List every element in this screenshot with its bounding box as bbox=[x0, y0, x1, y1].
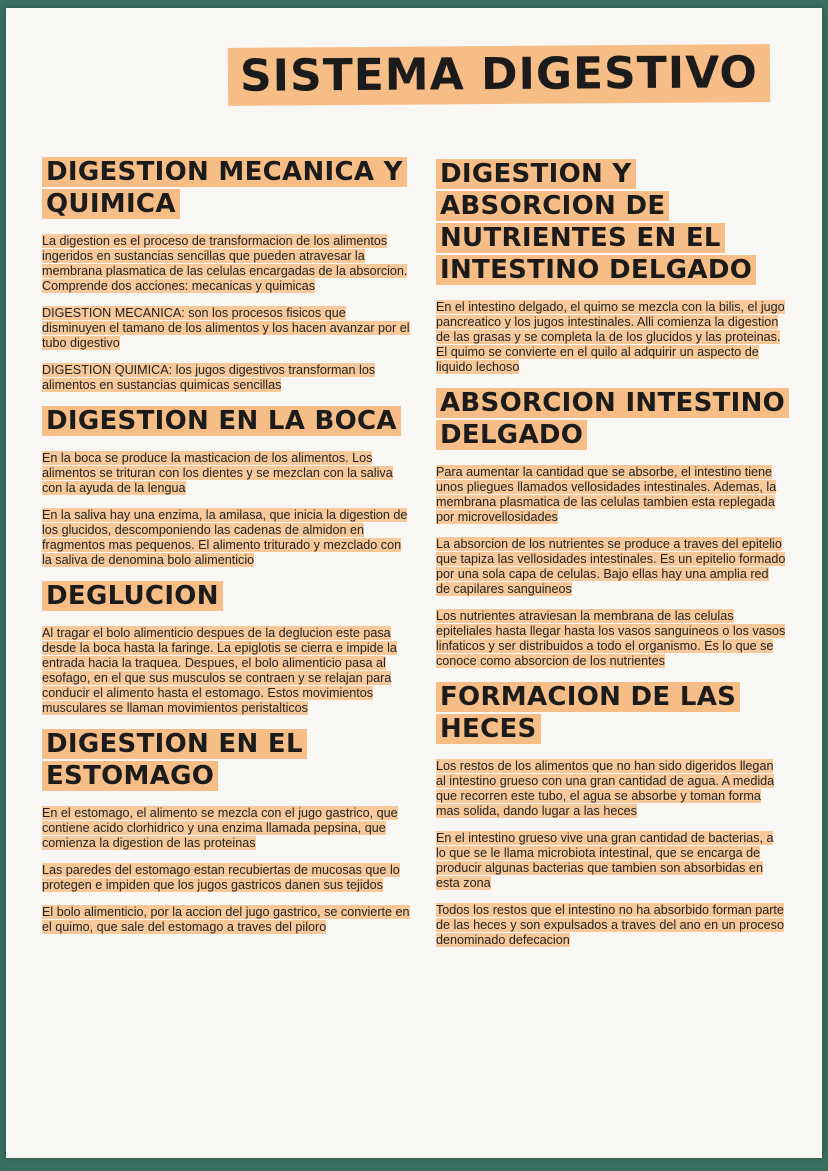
section-deglucion bbox=[42, 580, 412, 716]
paragraph bbox=[42, 306, 412, 351]
paragraph-text: La absorcion de los nutrientes se produce a traves del epitelio que tapiza las vellosidades intestinales. Es un epitelio formado por una sola capa de celulas. Bajo ellas hay una amplia red de capilares sanguineos bbox=[436, 537, 786, 596]
paragraph-text: DIGESTION MECANICA: son los procesos fisicos que disminuyen el tamano de los alimentos y los hacen avanzar por el tubo digestivo bbox=[42, 306, 410, 350]
section-heading bbox=[42, 156, 412, 220]
section-heading bbox=[42, 405, 412, 437]
paragraph bbox=[436, 609, 786, 669]
paragraph bbox=[42, 234, 412, 294]
heading-text: DEGLUCION bbox=[42, 581, 223, 611]
paragraph-text: En la saliva hay una enzima, la amilasa, que inicia la digestion de los glucidos, descomponiendo las cadenas de almidon en fragmentos mas pequenos. El alimento triturado y mezclado con la saliva de denomina bolo alimenticio bbox=[42, 508, 408, 567]
notebook-page bbox=[6, 8, 822, 1158]
section-heading bbox=[436, 158, 786, 286]
paragraph-text: Las paredes del estomago estan recubiertas de mucosas que lo protegen e impiden que los jugos gastricos danen sus tejidos bbox=[42, 863, 400, 892]
paragraph-text: Al tragar el bolo alimenticio despues de la deglucion este pasa desde la boca hasta la faringe. La epiglotis se cierra e impide la entrada hacia la traquea. Despues, el bolo alimenticio pasa al esofago, en el que sus musculos se contraen y se relajan para conducir el alimento hasta el estomago. Estos movimientos musculares se llaman movimientos peristalticos bbox=[42, 626, 397, 715]
paragraph bbox=[42, 508, 412, 568]
page-title: SISTEMA DIGESTIVO bbox=[228, 44, 770, 106]
paragraph-text: Todos los restos que el intestino no ha absorbido forman parte de las heces y son expulsados a traves del ano en un proceso denominado defecacion bbox=[436, 903, 784, 947]
paragraph-text: Los restos de los alimentos que no han sido digeridos llegan al intestino grueso con una gran cantidad de agua. A medida que recorren este tubo, el agua se absorbe y toman forma mas solida, dando lugar a las heces bbox=[436, 759, 775, 818]
section-heading bbox=[42, 728, 412, 792]
section-digestion-boca bbox=[42, 405, 412, 568]
right-column bbox=[436, 158, 786, 960]
heading-text: FORMACION DE LAS HECES bbox=[436, 682, 740, 744]
section-intestino-delgado bbox=[436, 158, 786, 375]
paragraph-text: En el estomago, el alimento se mezcla con el jugo gastrico, que contiene acido clorhidrico y una enzima llamada pepsina, que comienza la digestion de las proteinas bbox=[42, 806, 398, 850]
heading-text: DIGESTION MECANICA Y QUIMICA bbox=[42, 157, 407, 219]
paragraph bbox=[436, 465, 786, 525]
paragraph bbox=[436, 759, 786, 819]
paragraph-text: El bolo alimenticio, por la accion del jugo gastrico, se convierte en el quimo, que sale del estomago a traves del piloro bbox=[42, 905, 410, 934]
paragraph bbox=[42, 363, 412, 393]
section-heading bbox=[436, 387, 786, 451]
section-formacion-heces bbox=[436, 681, 786, 948]
heading-text: DIGESTION EN LA BOCA bbox=[42, 406, 401, 436]
paragraph-text: En la boca se produce la masticacion de los alimentos. Los alimentos se trituran con los dientes y se mezclan con la saliva con la ayuda de la lengua bbox=[42, 451, 393, 495]
paragraph bbox=[42, 863, 412, 893]
paragraph-text: Para aumentar la cantidad que se absorbe, el intestino tiene unos pliegues llamados vellosidades intestinales. Ademas, la membrana plasmatica de las celulas tambien esta replegada por microvellosidades bbox=[436, 465, 777, 524]
paragraph bbox=[436, 831, 786, 891]
paragraph-text: La digestion es el proceso de transformacion de los alimentos ingeridos en sustancias sencillas que pueden atravesar la membrana plasmatica de las celulas encargadas de la absorcion. Comprende dos acciones: mecanicas y quimicas bbox=[42, 234, 408, 293]
left-column bbox=[42, 156, 412, 947]
paragraph bbox=[436, 300, 786, 375]
paragraph-text: DIGESTION QUIMICA: los jugos digestivos transforman los alimentos en sustancias quimicas sencillas bbox=[42, 363, 376, 392]
section-absorcion bbox=[436, 387, 786, 669]
paragraph-text: Los nutrientes atraviesan la membrana de las celulas epiteliales hasta llegar hasta los vasos sanguineos o los vasos linfaticos y ser distribuidos a todo el organismo. Es lo que se conoce como absorcion de los nutrientes bbox=[436, 609, 786, 668]
paragraph bbox=[436, 537, 786, 597]
heading-text: DIGESTION EN EL ESTOMAGO bbox=[42, 729, 307, 791]
paragraph-text: En el intestino grueso vive una gran cantidad de bacterias, a lo que se le llama microbiota intestinal, que se encarga de producir algunas bacterias que tambien son absorbidas en esta zona bbox=[436, 831, 774, 890]
heading-text: ABSORCION INTESTINO DELGADO bbox=[436, 388, 789, 450]
paragraph bbox=[42, 451, 412, 496]
paragraph bbox=[42, 626, 412, 716]
section-digestion-mecanica-quimica bbox=[42, 156, 412, 393]
paragraph bbox=[42, 905, 412, 935]
heading-text: DIGESTION Y ABSORCION DE NUTRIENTES EN EL INTESTINO DELGADO bbox=[436, 159, 756, 285]
paragraph bbox=[42, 806, 412, 851]
section-digestion-estomago bbox=[42, 728, 412, 935]
section-heading bbox=[436, 681, 786, 745]
paragraph bbox=[436, 903, 786, 948]
section-heading bbox=[42, 580, 412, 612]
paragraph-text: En el intestino delgado, el quimo se mezcla con la bilis, el jugo pancreatico y los jugos intestinales. Alli comienza la digestion de las grasas y se completa la de los glucidos y las proteinas. El quimo se convierte en el quilo al adquirir un aspecto de liquido lechoso bbox=[436, 300, 785, 374]
